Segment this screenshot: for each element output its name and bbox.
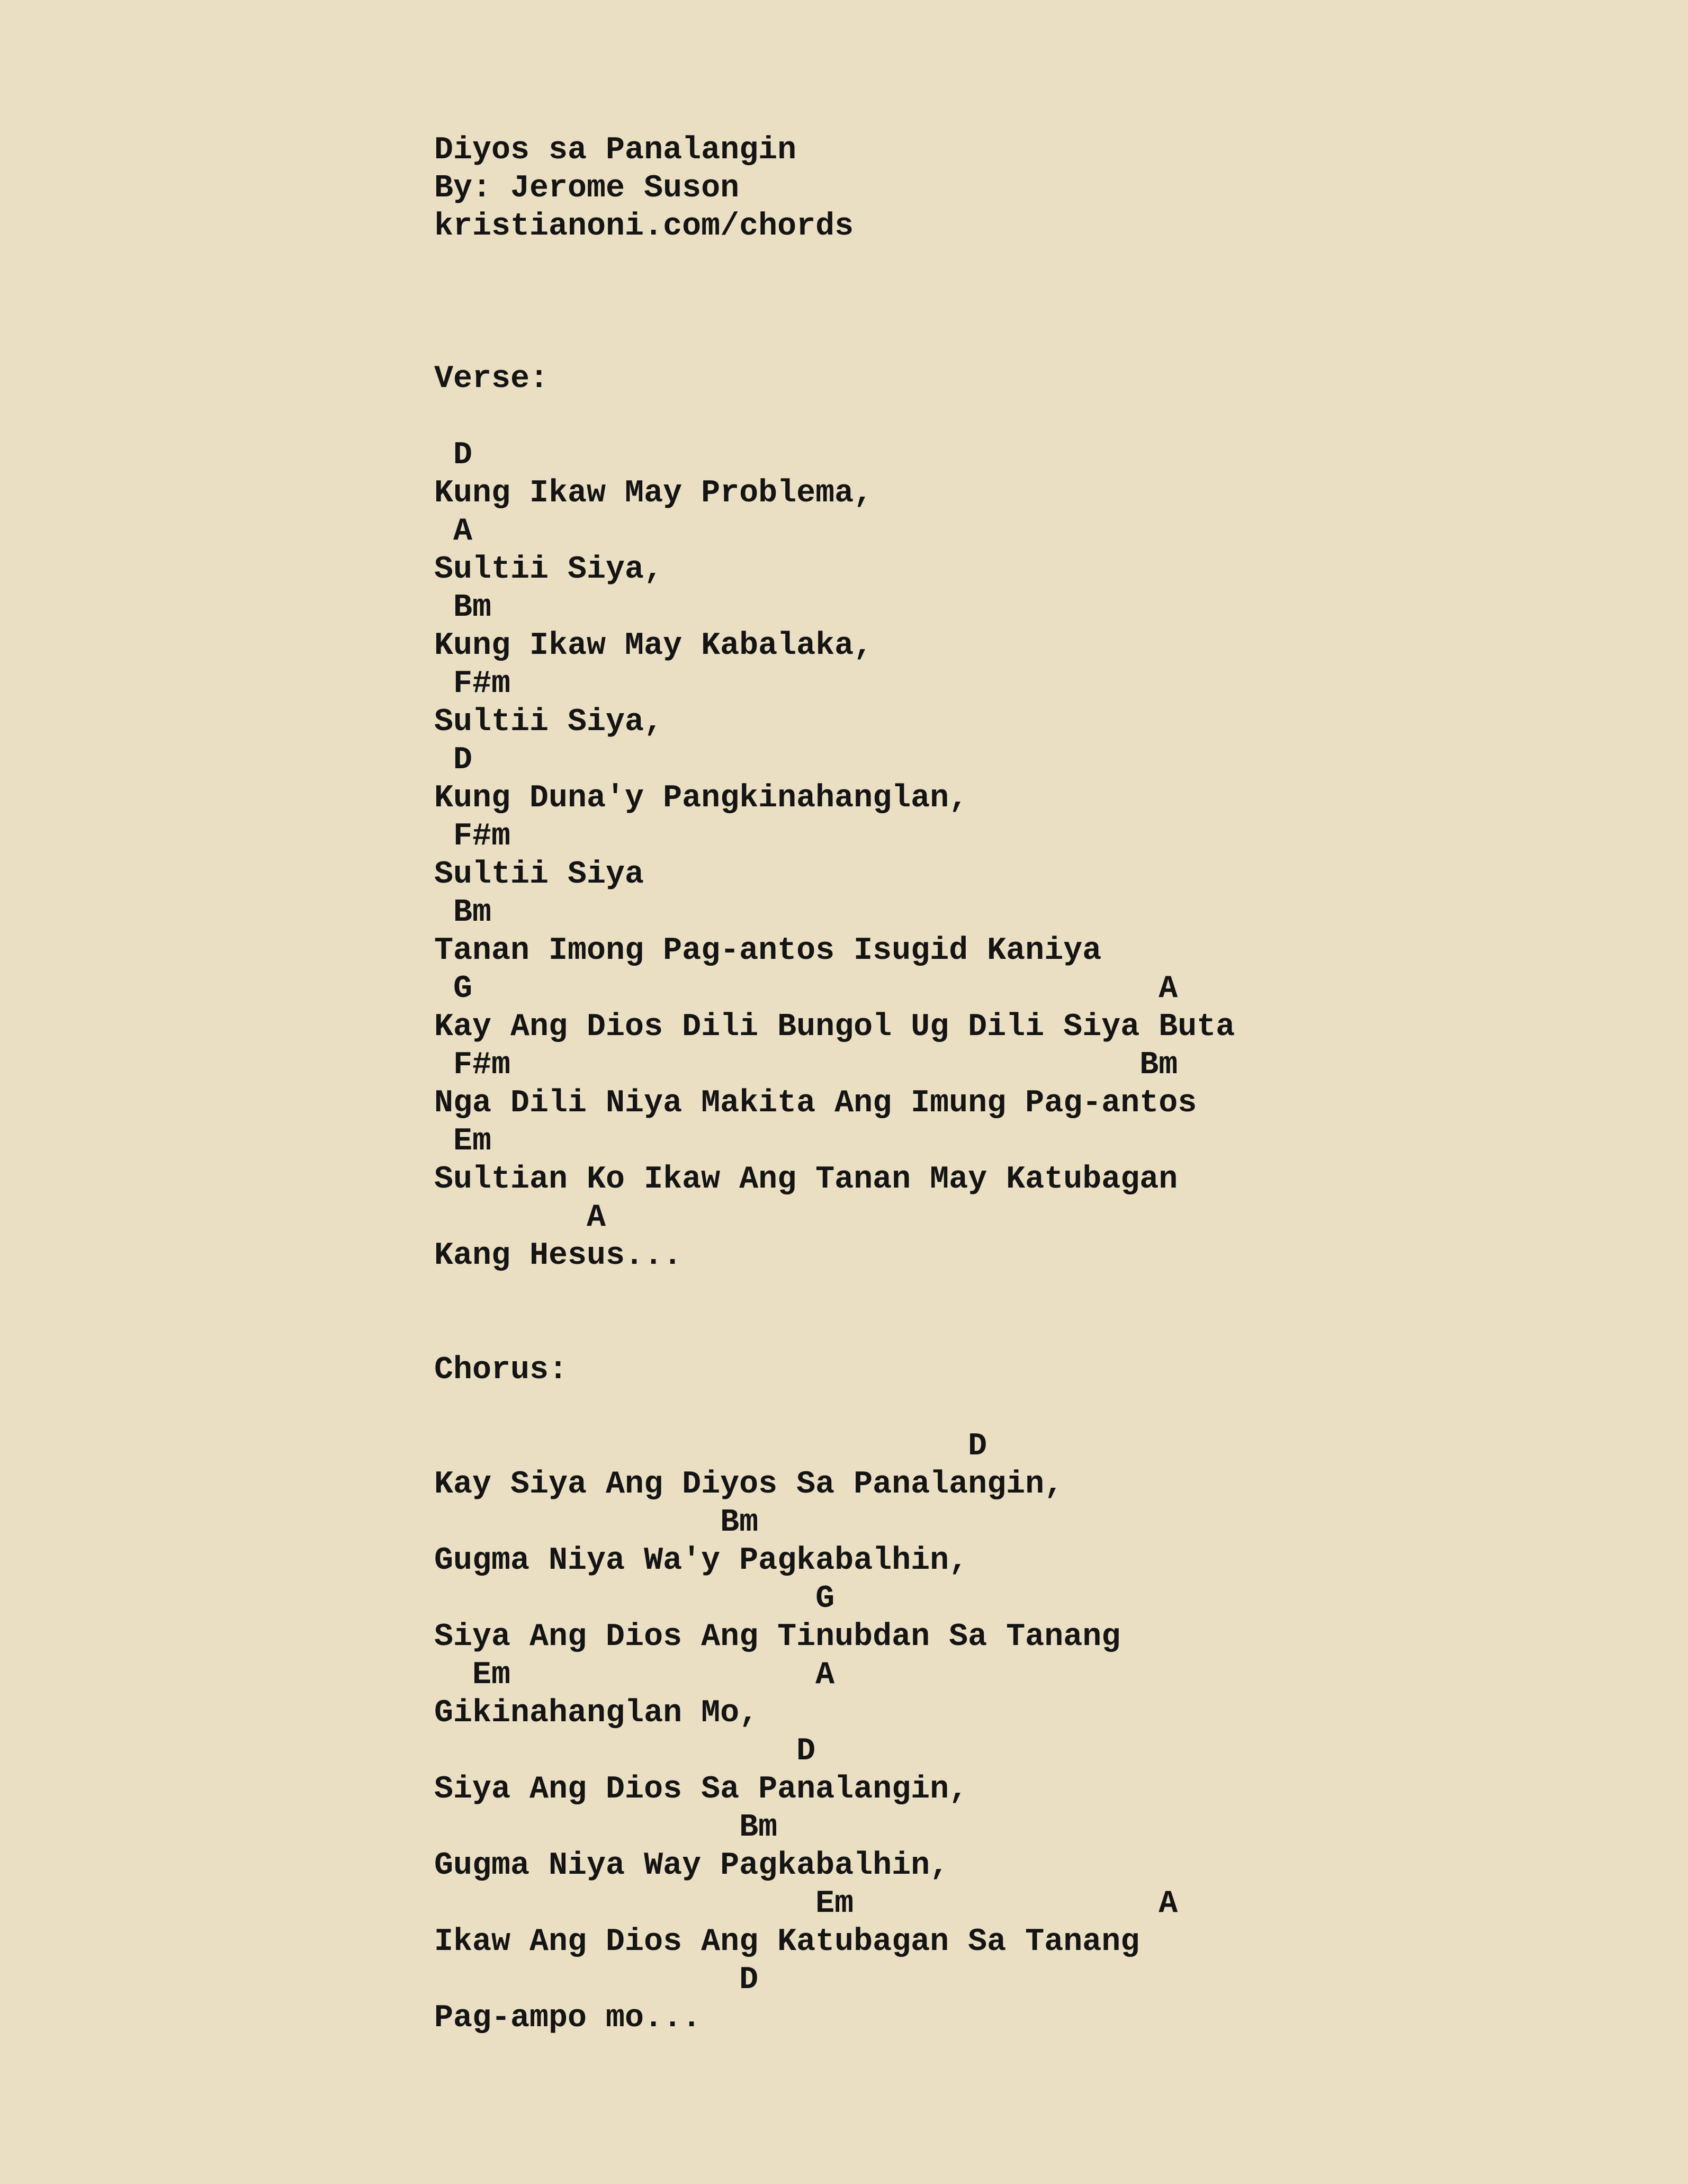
song-author: By: Jerome Suson	[434, 170, 740, 206]
chord-line: Bm	[434, 590, 492, 626]
blank-line	[434, 1389, 1235, 1427]
blank-line	[434, 322, 1235, 360]
blank-line	[434, 1313, 1235, 1351]
chord-line: A	[434, 1200, 606, 1236]
chord-line: Em A	[434, 1886, 1178, 1922]
lyric-line: Kang Hesus...	[434, 1238, 683, 1274]
lyric-line: Tanan Imong Pag-antos Isugid Kaniya	[434, 933, 1102, 969]
chord-sheet	[434, 131, 1235, 2037]
lyric-line: Pag-ampo mo...	[434, 2000, 702, 2036]
lyric-line: Kay Siya Ang Diyos Sa Panalangin,	[434, 1467, 1064, 1503]
lyric-line: Siya Ang Dios Ang Tinubdan Sa Tanang	[434, 1619, 1121, 1655]
chord-line: G A	[434, 971, 1178, 1007]
chord-line: D	[434, 437, 473, 473]
chord-line: F#m Bm	[434, 1047, 1178, 1083]
lyric-line: Gugma Niya Way Pagkabalhin,	[434, 1848, 949, 1884]
lyric-line: Nga Dili Niya Makita Ang Imung Pag-antos	[434, 1085, 1197, 1121]
section-heading: Verse:	[434, 361, 549, 397]
source-url: kristianoni.com/chords	[434, 209, 854, 245]
lyric-line: Kung Ikaw May Problema,	[434, 475, 873, 511]
chord-line: D	[434, 1428, 987, 1464]
lyric-line: Sultian Ko Ikaw Ang Tanan May Katubagan	[434, 1162, 1178, 1198]
chord-line: D	[434, 742, 473, 778]
lyric-line: Gikinahanglan Mo,	[434, 1695, 759, 1731]
lyric-line: Gugma Niya Wa'y Pagkabalhin,	[434, 1543, 968, 1579]
lyric-line: Kung Ikaw May Kabalaka,	[434, 628, 873, 664]
chord-line: Bm	[434, 1505, 759, 1541]
blank-line	[434, 284, 1235, 322]
section-heading: Chorus:	[434, 1352, 568, 1388]
song-body	[434, 246, 1235, 2037]
chord-line: G	[434, 1581, 835, 1617]
chord-line: Bm	[434, 1810, 778, 1846]
chord-line: F#m	[434, 819, 511, 855]
chord-line: Em	[434, 1124, 492, 1160]
song-title: Diyos sa Panalangin	[434, 132, 797, 168]
lyric-line: Siya Ang Dios Sa Panalangin,	[434, 1772, 968, 1808]
lyric-line: Kay Ang Dios Dili Bungol Ug Dili Siya Buta	[434, 1009, 1235, 1045]
blank-line	[434, 398, 1235, 436]
blank-line	[434, 1275, 1235, 1313]
chord-line: Bm	[434, 895, 492, 931]
chord-line: D	[434, 1733, 816, 1769]
chord-line: F#m	[434, 666, 511, 702]
lyric-line: Kung Duna'y Pangkinahanglan,	[434, 780, 968, 816]
lyric-line: Sultii Siya,	[434, 704, 663, 740]
chord-line: D	[434, 1962, 759, 1998]
blank-line	[434, 246, 1235, 284]
lyric-line: Sultii Siya,	[434, 552, 663, 588]
lyric-line: Sultii Siya	[434, 857, 644, 893]
chord-line: A	[434, 514, 473, 550]
lyric-line: Ikaw Ang Dios Ang Katubagan Sa Tanang	[434, 1924, 1140, 1960]
chord-line: Em A	[434, 1657, 835, 1693]
